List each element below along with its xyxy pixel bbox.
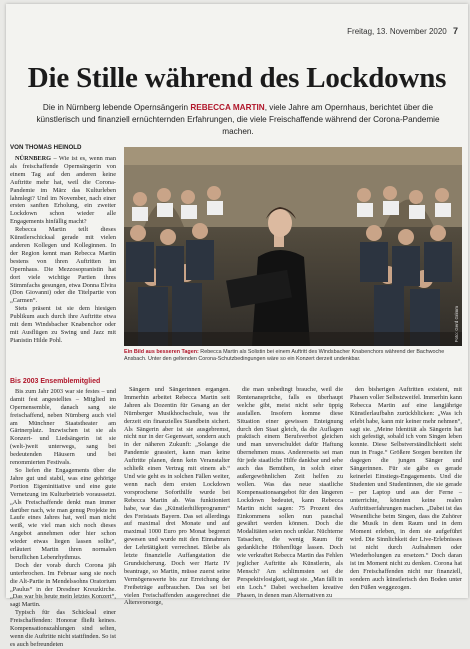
article-subhead — [28, 102, 448, 138]
article-column-1-upper — [10, 155, 116, 375]
column-1-paragraph-5: So liefen die Engagements über die Jahre gut und stabil, was eine gehörige Portion Eigeninitiative und eine gute Vernetzung im Kulturbetrieb voraussetzt. „Als Freischaffende denkt man immer darüber nach, wie man genug Projekte im Laufe eines Jahres hat, weil man nicht weiß, wie viel man sich noch dieses Angebot annehmen oder hier schon wieder etwas liegen lassen sollte“, erläutert Martin ihren normalen beruflichen Lebenrhythmus. — [10, 466, 116, 561]
article-column-1-lower — [10, 375, 116, 648]
article-column-3 — [237, 386, 343, 598]
column-1-paragraph-4: Bis zum Jahr 2003 war sie festes – und damit fest angestelltes – Mitglied im Opernensemble, danach sang sie freischaffend, neben Nürnberg auch viel am Münchner Staatstheater am Gärtnerplatz. Inzwischen ist sie als Konzert- und Liedsängerin ist sie (welt-)weit unterwegs, sang bei bedeutenden Häusern und bei renommierten Festivals. — [10, 387, 116, 467]
photo-credit: Foto: Gerd Grimm — [454, 305, 459, 342]
column-3-text: die man unbedingt brauche, weil die Rentenansprüche, falls es überhaupt welche gibt, meist nicht sehr üppig ausfallen. Insofern komme diese Situation einer gewissen Enteignung durch den Staat gleich, da die Auflagen praktisch einem Berufsverbot gleichen und man unverschuldet dafür Haftung übernehmen muss. Andererseits sei man für jede staatliche Hilfe dankbar und sehe auch das Bemühen, in solch einer außergewöhnlichen Zeit helfen zu wollen. Was das neue staatliche Kompensationsangebot für den längeren Lockdown bedeutet, kann Rebecca Martin nicht sagen: 75 Prozent des Einkommens sollen nun pauschal gewährt werden können. Doch die Modalitäten seien noch unklar. Nüchterne Tatsachen, die wenig Raum für gedankliche Höhenflüge lassen. Doch wie verkraftet Rebecca Martin das Fehlen jeglicher Auftritte als Künstlerin, als Mensch? Am schlimmsten sei die Perspektivlosigkeit, sagt sie. „Man fällt in ein Loch.“ Dabei wechselten kreative Phasen, in denen man Alternativen zu — [237, 386, 343, 599]
issue-date: Freitag, 13. November 2020 — [347, 27, 447, 36]
page-header — [347, 26, 458, 36]
caption-text: Rebecca Martin als Solistin bei einem Auftritt des Windsbacher Knabenchors während der Bachwoche Ansbach. Unter den geltenden Corona-Schutzbedingungen wäre so ein Konzert derzeit undenkbar. — [124, 349, 445, 362]
page-number: 7 — [452, 26, 458, 36]
column-4-text: den bisherigen Auftritten existent, mit Phasen voller Selbstzweifel. Immerhin kann Rebecca Martin auf eine langjährige Künstlerlaufbahn zurückblicken: „Was ich erlebt habe, kann mir keiner mehr nehmen“, sagt sie. „Meine Identität als Sängerin hat sich gefestigt, sobald ich vom Singen leben konnte. Diese Selbstverständlichkeit steht nun in Frage.“ Größere Sorgen bereiten ihr dagegen die jungen Sänger und Sängerinnen. Für sie gäbe es gerade keinerlei Einstiegs-Engagements. Und die Studenten und Studentinnen, die sie gerade – per Laptop und aus der Ferne – unterrichte, könnten keine realen Auftrittserfahrungen machen. „Dabei ist das Wesentliche beim Singen, dass die Zuhörer die Musik in dem Raum und in dem Moment erleben, in dem sie aufgeführt wird. Die Sinnlichkeit der Live-Erlebnisses ist nicht durch Aufnahmen oder Wiederholungen zu ersetzen.“ Doch daran ist im Moment nicht zu denken. Corona hat den Freischaffenden nicht nur finanziell, sondern auch künstlerisch den Boden unter den Füßen weggezogen. — [350, 386, 462, 591]
caption-tag: Ein Bild aus besseren Tagen: — [124, 349, 199, 355]
newspaper-page — [6, 4, 468, 648]
column-1-paragraph-7: Typisch für das Schicksal einer Freischaffenden: Honorar fließt keines. Kompensationszahlungen sind selten, wenn die Auftritte nicht stattfinden. So ist es auch befreundeten — [10, 609, 116, 648]
article-headline: Die Stille während des Lockdowns — [27, 62, 447, 94]
subhead-rest: , viele Jahre am Opernhaus, berichtet über die künstlerisch und finanziell ernüchternden Erfahrungen, die viele Freischaffende während der Corona-Pandemie machen. — [36, 103, 440, 136]
column-1-paragraph-2: Rebecca Martin teilt dieses Künstlerschicksal gerade mit vielen anderen Kollegen und Kolleginnen. In der Region kennt man Rebecca Martin bestens von ihren Auftritten im Opernhaus. Die Mezzosopranistin hat dort viele wichtige Partien ihres Stimmfachs gesungen, etwa Donna Elvira (Don Giovanni) oder die Titelpartie von „Carmen“. — [10, 226, 116, 305]
column-1-paragraph-1: – Wie ist es, wenn man als freischaffende Opernsängerin von einem Tag auf den anderen keine Auftritte mehr hat, weil die Corona-Pandemie im März das Kulturleben lahmlegt? Und im November, nach einer ersten sanften Erholung, ein zweiter Lockdown schon wieder alle Engagements hinfällig macht? — [10, 155, 116, 226]
subhead-intro: Die in Nürnberg lebende Opernsängerin — [42, 103, 189, 112]
byline: VON THOMAS HEINOLD — [10, 144, 82, 151]
column-2-text: Sängern und Sängerinnen ergangen. Immerhin arbeitet Rebecca Martin seit Jahren als Dozentin für Gesang an der Nürnberger Musikhochschule, was ihr derzeit ein finanzielles Standbein sichert. Als Sängerin aber ist sie ausgebremst, nicht nur in der Gegenwart, sondern auch in der näheren Zukunft: „Solange die Pandemie grassiert, kann man keine Auftritte planen, denn kein Veranstalter schließt einen Vertrag mit einem ab.“ Und wie geht es in solchen Fällen weiter, wenn nach dem ersten Lockdown vorsprochene Soforthilfe wurde bei Rebecca Martin ab. Was funktioniert habe, war das „Künstlerhilfeprogramm“ des Freistaats Bayern. Das sei allerdings auf maximal drei Monate und auf maximal 1000 Euro pro Monat begrenzt gewesen und wurde mit den Einnahmen der Lehrtätigkeit verrechnet. Bleibe als letzte finanzielle Auffangstation die Grundsicherung. Doch wer Hartz IV beantrage, so Martin, müsse zuerst seine Vermögenswerte bis zur Erreichung der Freibeträge aufbrauchen. Das sei bei vielen Freischaffenden ausgerechnet die Altersvorsorge, — [124, 386, 230, 607]
choir-illustration — [124, 147, 462, 346]
section-heading: Bis 2003 Ensemblemitglied — [10, 378, 101, 385]
column-1-paragraph-3: Stets präsent ist sie dem hiesigen Publikum auch durch ihre Auftritte etwa mit dem Windsbacher Knabenchor oder mit Ausflügen zu Swing und Jazz mit Pianistin Hilde Pohl. — [10, 305, 116, 344]
article-column-4 — [350, 386, 462, 598]
column-1-paragraph-6: Doch der vorab durch Corona jäh unterbrochen. Im Februar sang sie noch die Alt-Partie in Mendelssohns Oratorium „Paulus“ in der Dresdner Kreuzkirche. „Das war bis heute mein letztes Konzert“, sagt Martin. — [10, 561, 116, 609]
article-column-2 — [124, 386, 230, 607]
concert-photo — [124, 147, 462, 346]
photo-caption — [124, 349, 462, 363]
subhead-name: REBECCA MARTIN — [190, 103, 265, 112]
dateline: NÜRNBERG — [15, 155, 52, 162]
